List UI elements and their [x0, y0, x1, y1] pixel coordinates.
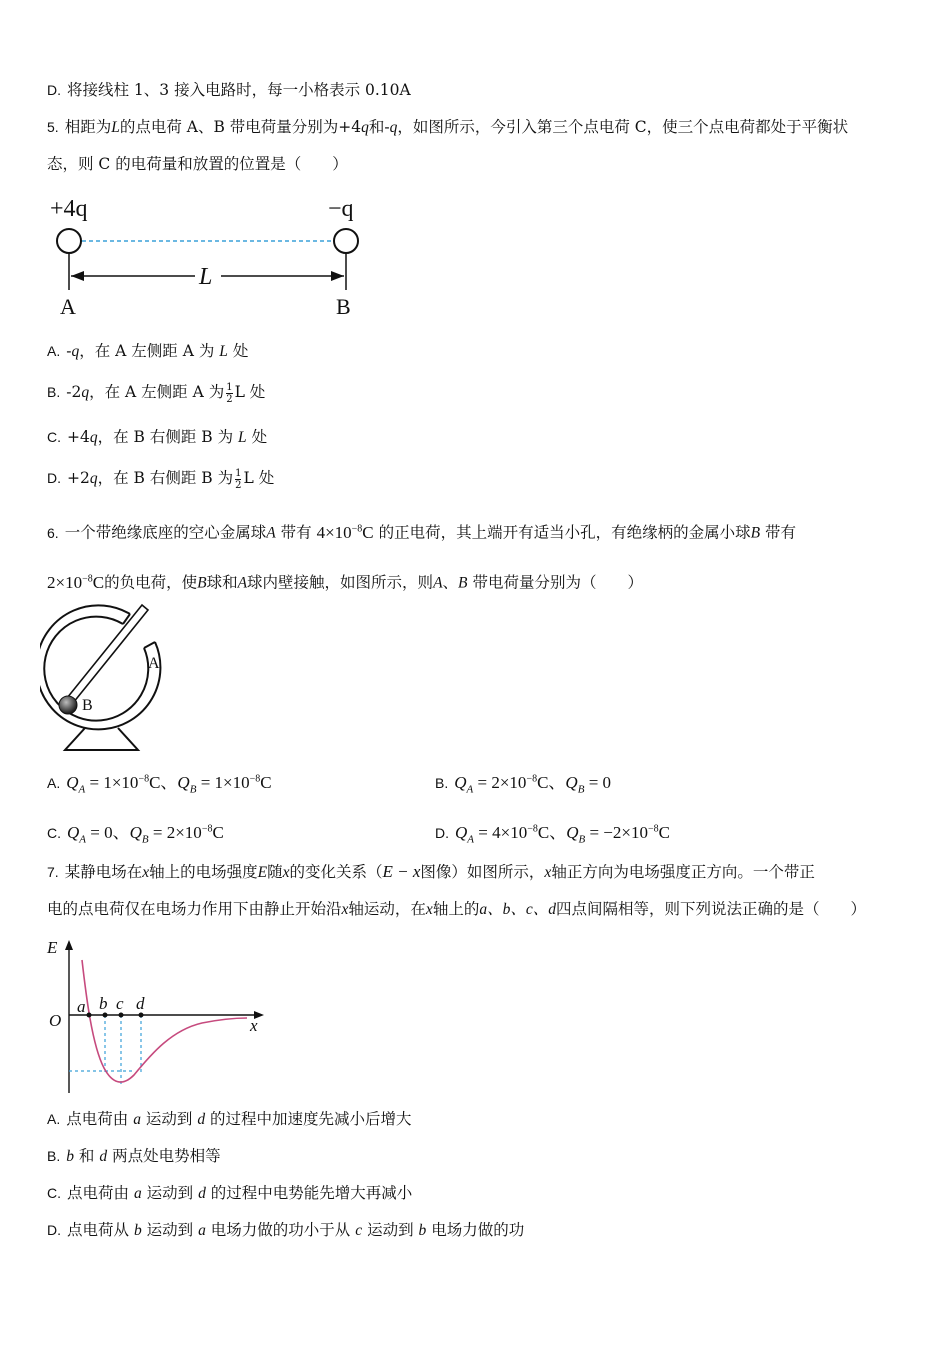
- q7-axis-x-label: x: [250, 1016, 258, 1035]
- fraction-one-half: $\frac{1}{2}$: [226, 381, 233, 405]
- q7-point-a: [87, 1013, 92, 1018]
- q6-stem-line1: 6. 一个带绝缘底座的空心金属球A 带有 $4\times 10^{-8}C$ 的正电荷，其上端开有适当小孔，有绝缘柄的金属小球B 带有: [47, 522, 797, 542]
- q5-charge-a: [57, 229, 81, 253]
- q7-field-curve: [82, 960, 247, 1082]
- q5-charge-b: [334, 229, 358, 253]
- q7-origin-label: O: [49, 1011, 62, 1030]
- q6-option-b: B. $Q_A = 2\times 10^{-8}C$、$Q_B = 0$: [435, 772, 612, 796]
- fraction-one-half: $\frac{1}{2}$: [235, 467, 242, 491]
- q7-option-a: A. 点电荷由 a 运动到 d 的过程中加速度先减小后增大: [47, 1110, 412, 1128]
- q6-ball-b: [59, 696, 77, 714]
- q6-stem-line2: $2\times 10^{-8}C$的负电荷，使B球和A球内壁接触，如图所示，则A、B 带电荷量分别为（ ）: [47, 572, 643, 592]
- q7-option-c: C. 点电荷由 a 运动到 d 的过程中电势能先增大再减小: [47, 1184, 413, 1202]
- q7-point-d: [139, 1013, 144, 1018]
- q7-stem-line2: 电的点电荷仅在电场力作用下由静止开始沿x轴运动，在x轴上的a、b、c、d四点间隔相等，则下列说法正确的是（ ）: [47, 900, 866, 918]
- q5-point-b: B: [336, 294, 351, 319]
- q5-stem-line2: 态，则 C 的电荷量和放置的位置是（ ）: [47, 155, 348, 173]
- q7-e-x-graph: [42, 935, 267, 1095]
- q6-insulating-base: [65, 728, 138, 750]
- q7-option-b: B. b 和 d 两点处电势相等: [47, 1147, 221, 1165]
- q5-charge-a-label: +4q: [50, 196, 88, 222]
- q6-option-d: D. $Q_A = 4\times 10^{-8}C$、$Q_B = -2\times 10^{-8}C$: [435, 822, 670, 846]
- q5-option-b: B. -2q，在 A 左侧距 A 为 $\frac{1}{2}$ L 处: [47, 381, 266, 405]
- q5-stem-line1: 5. 相距为L的点电荷 A、B 带电荷量分别为+4q和-q，如图所示，今引入第三个点电荷 C，使三个点电荷都处于平衡状: [47, 118, 849, 136]
- q6-option-a: A. $Q_A = 1\times 10^{-8}C$、$Q_B = 1\times 10^{-8}C$: [47, 772, 272, 796]
- q7-axis-e-label: E: [47, 938, 58, 957]
- q5-option-a: A. -q，在 A 左侧距 A 为 L 处: [47, 342, 249, 360]
- q7-option-d: D. 点电荷从 b 运动到 a 电场力做的功小于从 c 运动到 b 电场力做的功: [47, 1221, 525, 1239]
- q7-label-a: a: [77, 997, 86, 1016]
- q5-option-d: D. +2q，在 B 右侧距 B 为 $\frac{1}{2}$ L 处: [47, 467, 275, 491]
- q6-sphere-diagram: [40, 600, 175, 755]
- q6-label-a: A: [148, 655, 160, 672]
- q7-point-c: [119, 1013, 124, 1018]
- q7-label-d: d: [136, 994, 145, 1013]
- q4-option-d: D. 将接线柱 1、3 接入电路时，每一小格表示 0.10A: [47, 81, 411, 99]
- q5-distance-label: L: [199, 264, 213, 290]
- q7-stem-line1: 7. 某静电场在x轴上的电场强度E随x的变化关系（E − x图像）如图所示，x轴正方向为电场强度正方向。一个带正: [47, 862, 815, 881]
- q7-point-b: [103, 1013, 108, 1018]
- q5-charge-b-label: −q: [328, 196, 354, 222]
- q5-point-a: A: [60, 294, 76, 319]
- q5-option-c: C. +4q，在 B 右侧距 B 为 L 处: [47, 428, 268, 446]
- q5-charge-diagram: [40, 190, 380, 325]
- q6-option-c: C. $Q_A = 0$、$Q_B = 2\times 10^{-8}C$: [47, 822, 224, 846]
- q7-label-c: c: [116, 994, 124, 1013]
- q6-label-b: B: [82, 697, 93, 714]
- q7-label-b: b: [99, 994, 108, 1013]
